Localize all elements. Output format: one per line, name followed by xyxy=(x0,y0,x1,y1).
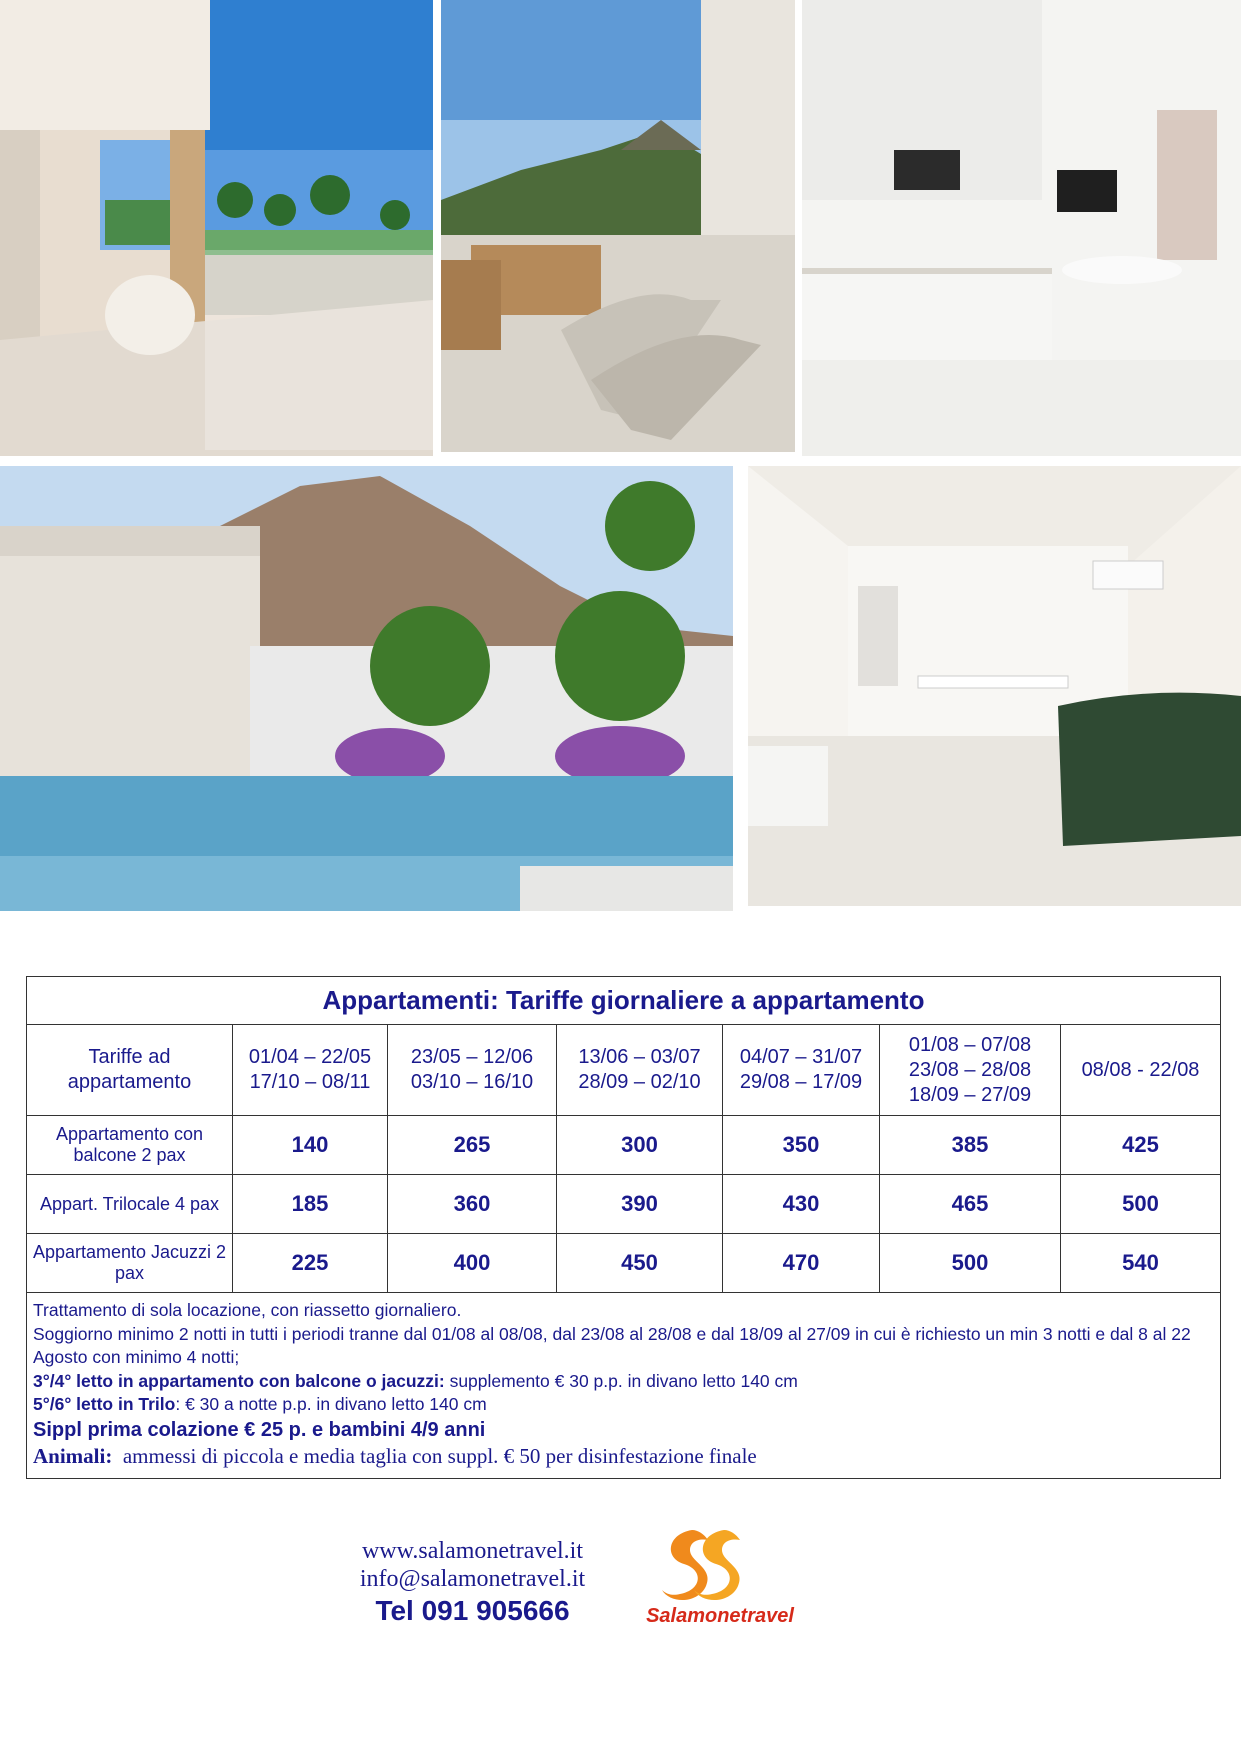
note-animals: Animali: ammessi di piccola e media taglia con suppl. € 50 per disinfestazione finale xyxy=(33,1443,757,1468)
salamone-travel-logo xyxy=(632,1520,808,1630)
note-treatment: Trattamento di sola locazione, con riassetto giornaliero. xyxy=(33,1300,462,1320)
rate-value: 390 xyxy=(557,1175,723,1234)
header-period-6: 08/08 - 22/08 xyxy=(1061,1025,1221,1116)
rate-value: 300 xyxy=(557,1116,723,1175)
email-link[interactable]: info@salamonetravel.it xyxy=(359,1566,586,1592)
notes-cell xyxy=(27,1293,1221,1479)
rate-value: 385 xyxy=(880,1116,1061,1175)
row-name: Appart. Trilocale 4 pax xyxy=(27,1175,233,1234)
table-title: Appartamenti: Tariffe giornaliere a appartamento xyxy=(27,977,1221,1025)
header-period-3: 13/06 – 03/07 28/09 – 02/10 xyxy=(557,1025,723,1116)
contact-block xyxy=(330,1537,615,1629)
rate-value: 470 xyxy=(723,1234,880,1293)
photo-jacuzzi-terrace xyxy=(441,0,795,452)
header-period-5: 01/08 – 07/08 23/08 – 28/08 18/09 – 27/09 xyxy=(880,1025,1061,1116)
photo-kitchen xyxy=(802,0,1241,456)
table-row xyxy=(27,1116,1221,1175)
logo-text: Salamonetravel xyxy=(646,1605,794,1627)
rates-table xyxy=(26,976,1221,1479)
rate-value: 425 xyxy=(1061,1116,1221,1175)
header-period-4: 04/07 – 31/07 29/08 – 17/09 xyxy=(723,1025,880,1116)
rate-value: 500 xyxy=(880,1234,1061,1293)
rate-value: 500 xyxy=(1061,1175,1221,1234)
note-extra-bed: 3°/4° letto in appartamento con balcone o jacuzzi: supplemento € 30 p.p. in divano letto 140 cm xyxy=(33,1370,798,1391)
rate-value: 400 xyxy=(388,1234,557,1293)
rate-value: 430 xyxy=(723,1175,880,1234)
rate-value: 450 xyxy=(557,1234,723,1293)
table-row xyxy=(27,1175,1221,1234)
header-label: Tariffe ad appartamento xyxy=(27,1025,233,1116)
photo-living-room xyxy=(748,466,1241,906)
rate-value: 360 xyxy=(388,1175,557,1234)
photo-pool xyxy=(0,466,733,911)
note-trilo-bed: 5°/6° letto in Trilo: € 30 a notte p.p. in divano letto 140 cm xyxy=(33,1394,487,1414)
website-link[interactable]: www.salamonetravel.it xyxy=(361,1538,584,1564)
rate-value: 350 xyxy=(723,1116,880,1175)
row-name: Appartamento con balcone 2 pax xyxy=(27,1116,233,1175)
row-name: Appartamento Jacuzzi 2 pax xyxy=(27,1234,233,1293)
header-row xyxy=(27,1025,1221,1116)
header-period-1: 01/04 – 22/05 17/10 – 08/11 xyxy=(233,1025,388,1116)
note-minimum-stay: Soggiorno minimo 2 notti in tutti i periodi tranne dal 01/08 al 08/08, dal 23/08 al 28/08 e dal 18/09 al 27/09 in cui è richiesto un min 3 notti e dal 8 al 22 Agosto con minimo 4 notti; xyxy=(33,1323,1191,1367)
photo-balcony xyxy=(0,0,433,456)
rate-value: 140 xyxy=(233,1116,388,1175)
rate-value: 225 xyxy=(233,1234,388,1293)
header-period-2: 23/05 – 12/06 03/10 – 16/10 xyxy=(388,1025,557,1116)
rate-value: 265 xyxy=(388,1116,557,1175)
phone-number: Tel 091 905666 xyxy=(375,1595,570,1626)
rate-value: 465 xyxy=(880,1175,1061,1234)
rate-value: 540 xyxy=(1061,1234,1221,1293)
table-row xyxy=(27,1234,1221,1293)
note-breakfast: Sippl prima colazione € 25 p. e bambini 4/9 anni xyxy=(33,1418,486,1441)
rate-value: 185 xyxy=(233,1175,388,1234)
